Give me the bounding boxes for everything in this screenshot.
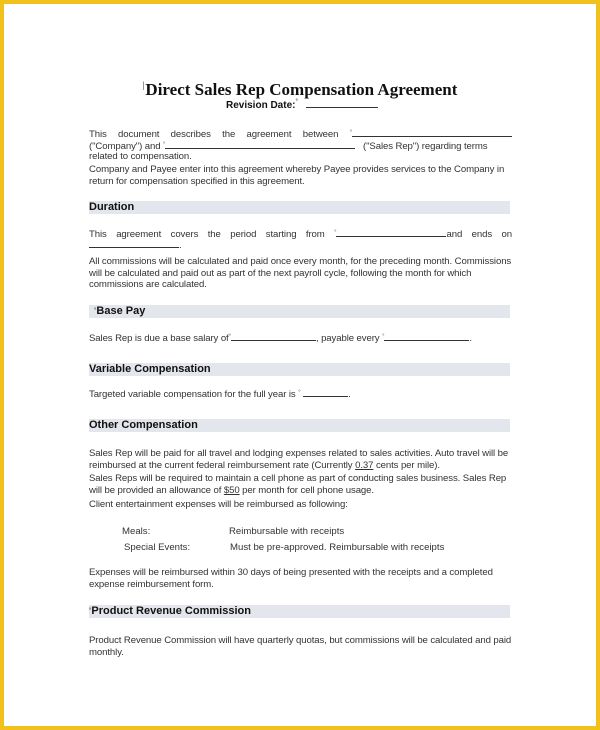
duration-line-1: This agreement covers the period starting from ° and ends on [89, 229, 512, 240]
base-salary-field[interactable] [231, 332, 316, 341]
section-heading-duration: Duration [89, 201, 510, 214]
base-pay-text: Sales Rep is due a base salary of° , payable every ° . [89, 333, 472, 344]
end-date-field[interactable] [89, 239, 179, 248]
section-heading-variable: Variable Compensation [89, 363, 510, 376]
intro-paragraph-2: Company and Payee enter into this agreement whereby Payee provides services to the Company in return for compensation specified in this agreement. [89, 164, 505, 187]
special-events-label: Special Events: [124, 542, 191, 553]
intro-line-2: ("Company") and ° ("Sales Rep") regarding terms [89, 141, 488, 152]
pay-frequency-field[interactable] [384, 332, 469, 341]
variable-text: Targeted variable compensation for the full year is ° . [89, 389, 351, 400]
intro-line-3: related to compensation. [89, 151, 192, 162]
section-heading-other: Other Compensation [89, 419, 510, 432]
end-date-line: . [89, 239, 512, 252]
phone-paragraph: Sales Reps will be required to maintain a cell phone as part of conducting sales business. Sales Rep will be provided an allowance of $50 per month for cell phone usage. [89, 473, 507, 496]
product-paragraph: Product Revenue Commission will have quarterly quotas, but commissions will be calculated and paid monthly. [89, 635, 512, 658]
meals-label: Meals: [122, 526, 151, 537]
variable-comp-field[interactable] [303, 388, 348, 397]
section-heading-product: °Product Revenue Commission [89, 605, 510, 618]
travel-paragraph: Sales Rep will be paid for all travel and lodging expenses related to sales activities. Auto travel will be reimbursed at the current federal reimbursement rate (Currently 0.37 cents per mile). [89, 448, 509, 471]
revision-label: Revision Date: [226, 100, 296, 111]
sales-rep-name-field[interactable] [165, 140, 355, 149]
mileage-rate: 0.37 [355, 459, 374, 471]
revision-date: Revision Date:° [226, 99, 378, 111]
entertainment-text: Client entertainment expenses will be reimbursed as following: [89, 499, 348, 510]
section-heading-base-pay: °Base Pay [89, 305, 510, 318]
field-marker: | [142, 80, 145, 90]
special-events-rule: Must be pre-approved. Reimbursable with receipts [230, 542, 445, 553]
duration-paragraph-2: All commissions will be calculated and paid once every month, for the preceding month. Commissions will be calculated and paid out as part of the next payroll cycle, following the month for which commissions are calculated. [89, 256, 512, 290]
intro-line-1: This document describes the agreement between ° [89, 128, 512, 141]
title-text: Direct Sales Rep Compensation Agreement [145, 80, 458, 99]
start-date-field[interactable] [336, 228, 446, 237]
revision-date-field[interactable] [306, 99, 378, 108]
document-title [4, 80, 596, 100]
document-page [4, 4, 596, 726]
company-name-field[interactable] [352, 128, 512, 137]
phone-allowance: $50 [223, 484, 240, 496]
meals-rule: Reimbursable with receipts [229, 526, 345, 537]
expenses-paragraph: Expenses will be reimbursed within 30 days of being presented with the receipts and a completed expense reimbursement form. [89, 567, 493, 590]
